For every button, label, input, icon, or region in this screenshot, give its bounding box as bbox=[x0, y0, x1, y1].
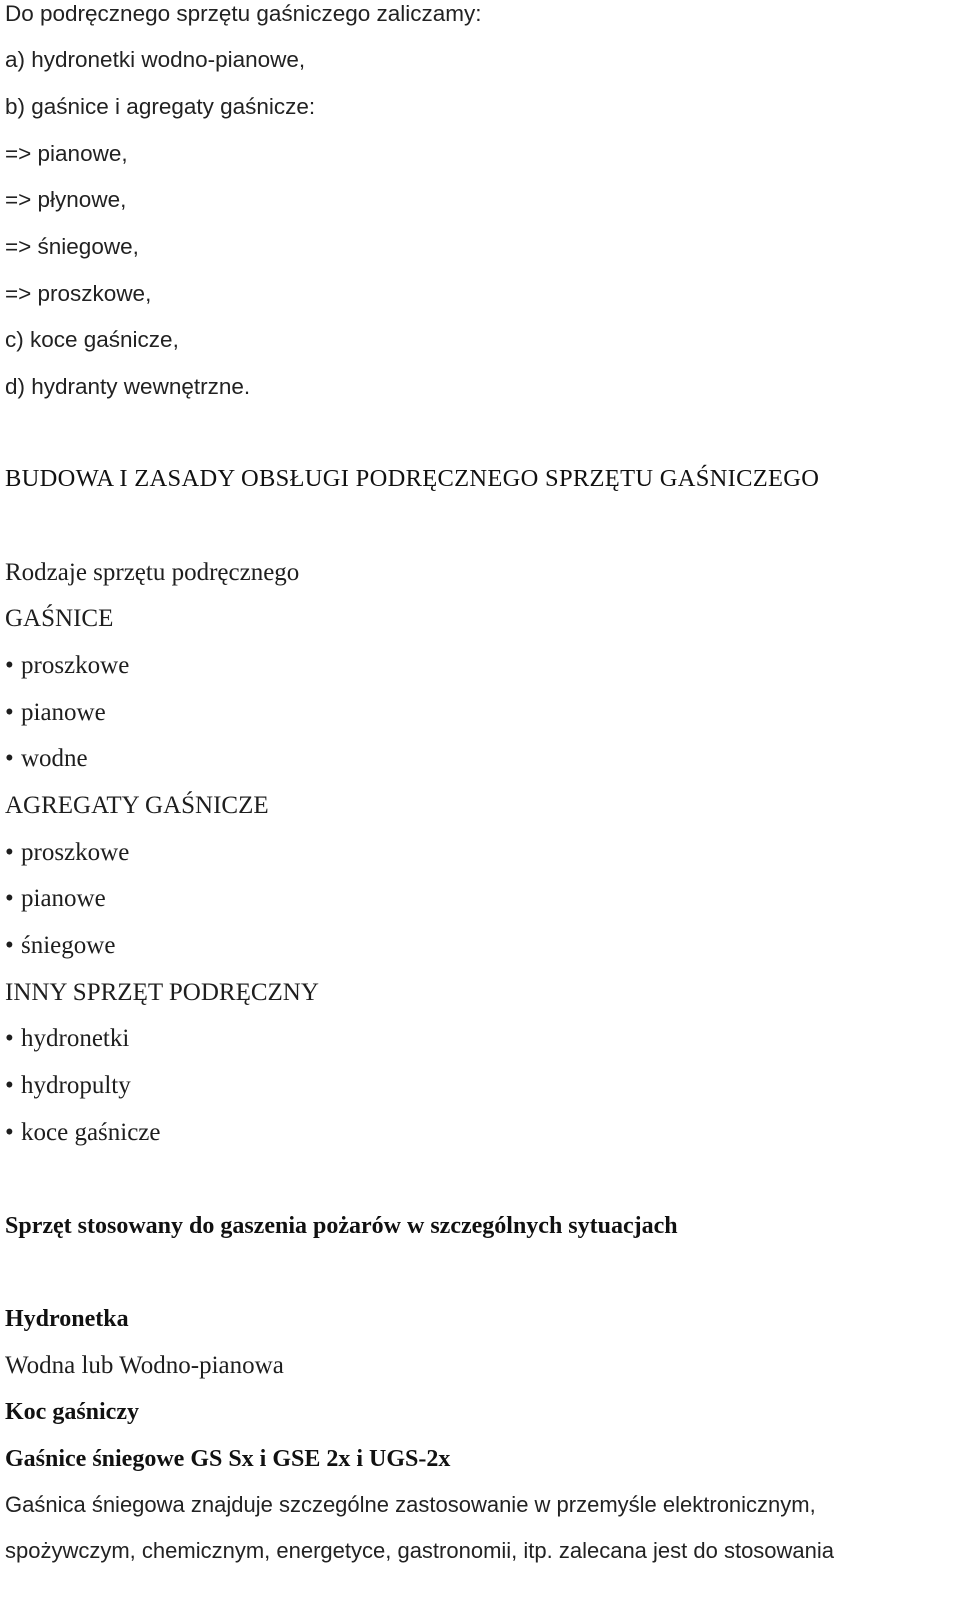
gasnice-sniegowe-text: Gaśnica śniegowa znajduje szczególne zastosowanie w przemyśle elektronicznym, bbox=[5, 1492, 816, 1517]
intro-lead: Do podręcznego sprzętu gaśniczego zaliczamy: bbox=[5, 1, 482, 26]
list-item: • śniegowe bbox=[5, 933, 115, 958]
intro-item-c: c) koce gaśnicze, bbox=[5, 327, 179, 352]
intro-subitem-plynowe: => płynowe, bbox=[5, 187, 127, 212]
types-title: Rodzaje sprzętu podręcznego bbox=[5, 559, 300, 586]
list-item: • hydronetki bbox=[5, 1026, 129, 1051]
group-title-agregaty: AGREGATY GAŚNICZE bbox=[5, 792, 269, 819]
list-item: • wodne bbox=[5, 746, 88, 771]
list-item: • proszkowe bbox=[5, 840, 129, 865]
hydronetka-description: Wodna lub Wodno-pianowa bbox=[5, 1352, 284, 1379]
koc-gasniczy-title: Koc gaśniczy bbox=[5, 1399, 139, 1425]
intro-subitem-pianowe: => pianowe, bbox=[5, 141, 128, 166]
section-heading: BUDOWA I ZASADY OBSŁUGI PODRĘCZNEGO SPRZĘTU GAŚNICZEGO bbox=[5, 465, 820, 492]
group-title-gasnice: GAŚNICE bbox=[5, 605, 114, 632]
hydronetka-title: Hydronetka bbox=[5, 1306, 129, 1332]
gasnice-sniegowe-title: Gaśnice śniegowe GS Sx i GSE 2x i UGS-2x bbox=[5, 1446, 451, 1472]
group-title-inny-sprzet: INNY SPRZĘT PODRĘCZNY bbox=[5, 979, 319, 1006]
list-item: • koce gaśnicze bbox=[5, 1120, 161, 1145]
list-item: • pianowe bbox=[5, 700, 106, 725]
list-item: • pianowe bbox=[5, 886, 106, 911]
intro-item-a: a) hydronetki wodno-pianowe, bbox=[5, 47, 306, 72]
list-item: • proszkowe bbox=[5, 653, 129, 678]
special-heading: Sprzęt stosowany do gaszenia pożarów w szczególnych sytuacjach bbox=[5, 1213, 678, 1239]
intro-subitem-proszkowe: => proszkowe, bbox=[5, 281, 152, 306]
gasnice-sniegowe-text: spożywczym, chemicznym, energetyce, gastronomii, itp. zalecana jest do stosowania bbox=[5, 1538, 835, 1563]
intro-subitem-sniegowe: => śniegowe, bbox=[5, 234, 139, 259]
intro-item-d: d) hydranty wewnętrzne. bbox=[5, 374, 251, 399]
intro-item-b: b) gaśnice i agregaty gaśnicze: bbox=[5, 94, 316, 119]
list-item: • hydropulty bbox=[5, 1073, 131, 1098]
